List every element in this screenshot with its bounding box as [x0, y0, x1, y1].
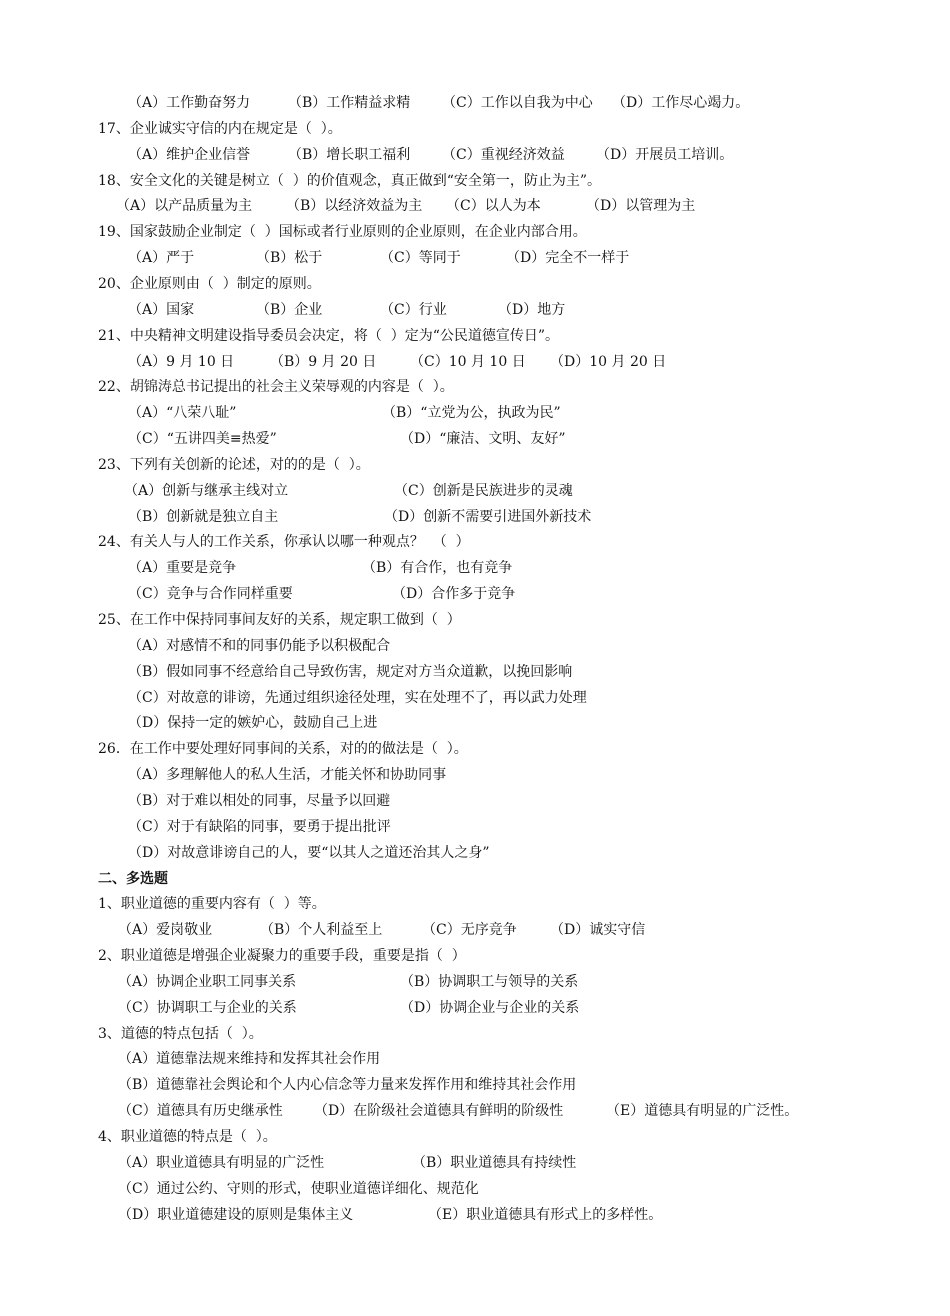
option-text: （D）10 月 20 日 — [550, 353, 667, 370]
option-text: （B）以经济效益为主 — [286, 198, 423, 215]
option-text: （A）严于 — [128, 250, 195, 267]
option-text: （A）道德靠法规来维持和发挥其社会作用 — [118, 1051, 381, 1068]
option-row — [0, 506, 950, 528]
option-text: （A）工作勤奋努力 — [128, 95, 251, 111]
question-text — [0, 118, 950, 140]
option-text: （B）假如同事不经意给自己导致伤害，规定对方当众道歉，以挽回影响 — [128, 663, 573, 680]
option-row — [0, 402, 950, 424]
option-row — [0, 661, 950, 683]
option-text: （C）协调职工与企业的关系 — [118, 999, 297, 1016]
question-label: 20、企业原则由（ ）制定的原则。 — [98, 275, 321, 292]
option-text: （D）“廉洁、文明、友好” — [400, 431, 566, 448]
option-row — [0, 997, 950, 1019]
option-text: （B）个人利益至上 — [260, 922, 383, 939]
option-row — [0, 1152, 950, 1174]
question-text — [0, 531, 950, 553]
option-text: （D）合作多于竞争 — [392, 586, 516, 603]
option-row — [0, 1178, 950, 1200]
option-text: （B）“立党为公，执政为民” — [382, 405, 561, 422]
option-text: （B）企业 — [256, 301, 323, 318]
option-text: （C）重视经济效益 — [442, 146, 565, 163]
option-text: （A）“八荣八耻” — [128, 405, 237, 422]
option-row — [0, 842, 950, 864]
question-text — [0, 1126, 950, 1148]
option-text: （A）对感情不和的同事仍能予以积极配合 — [128, 637, 391, 654]
question-label: 21、中央精神文明建设指导委员会决定，将（ ）定为“公民道德宣传日”。 — [98, 327, 560, 344]
option-text: （B）职业道德具有持续性 — [412, 1154, 577, 1171]
option-text: （A）职业道德具有明显的广泛性 — [118, 1154, 325, 1171]
question-text — [0, 170, 950, 192]
option-text: （B）协调职工与领导的关系 — [400, 973, 579, 990]
option-text: （B）道德靠社会舆论和个人内心信念等力量来发挥作用和维持其社会作用 — [118, 1077, 577, 1094]
option-row — [0, 428, 950, 450]
option-text: （C）对故意的诽谤，先通过组织途径处理，实在处理不了，再以武力处理 — [128, 689, 587, 706]
question-text — [0, 1023, 950, 1045]
option-text: （B）有合作，也有竞争 — [362, 560, 513, 577]
option-text: （C）对于有缺陷的同事，要勇于提出批评 — [128, 818, 391, 835]
question-text — [0, 893, 950, 915]
option-text: （C）创新是民族进步的灵魂 — [394, 482, 573, 499]
option-text: （C）工作以自我为中心 — [442, 95, 593, 111]
question-text — [0, 376, 950, 398]
option-text: （E）道德具有明显的广泛性。 — [606, 1103, 799, 1120]
option-text: （E）职业道德具有形式上的多样性。 — [428, 1206, 663, 1223]
option-text: （C）竞争与合作同样重要 — [128, 586, 293, 603]
option-row — [0, 195, 950, 217]
section-heading — [0, 868, 950, 890]
option-text: （C）无序竞争 — [422, 922, 517, 939]
question-label: 17、企业诚实守信的内在规定是（ ）。 — [98, 120, 342, 137]
option-text: （C）道德具有历史继承性 — [118, 1103, 283, 1120]
option-row — [0, 635, 950, 657]
option-row — [0, 712, 950, 734]
option-row — [0, 764, 950, 786]
option-text: （B）增长职工福利 — [288, 146, 411, 163]
option-text: （B）创新就是独立自主 — [128, 508, 279, 525]
option-text: （B）9 月 20 日 — [270, 353, 377, 370]
option-row — [0, 1048, 950, 1070]
option-text: （D）以管理为主 — [586, 198, 696, 215]
option-text: （B）对于难以相处的同事，尽量予以回避 — [128, 792, 391, 809]
question-label: 1、职业道德的重要内容有（ ）等。 — [98, 896, 326, 913]
option-text: （A）重要是竞争 — [128, 560, 237, 577]
question-text — [0, 454, 950, 476]
question-label: 22、胡锦涛总书记提出的社会主义荣辱观的内容是（ ）。 — [98, 379, 454, 396]
option-text: （D）完全不一样于 — [506, 250, 630, 267]
option-text: （C）行业 — [380, 301, 447, 318]
option-text: （C）10 月 10 日 — [410, 353, 526, 370]
option-row — [0, 480, 950, 502]
option-text: （D）对故意诽谤自己的人，要“以其人之道还治其人之身” — [128, 844, 490, 861]
option-row — [0, 687, 950, 709]
option-row — [0, 1100, 950, 1122]
option-text: （C）以人为本 — [446, 198, 541, 215]
option-text: （A）多理解他人的私人生活，才能关怀和协助同事 — [128, 767, 447, 784]
option-row — [0, 790, 950, 812]
option-text: （C）通过公约、守则的形式，使职业道德详细化、规范化 — [118, 1180, 479, 1197]
option-text: （D）保持一定的嫉妒心，鼓励自己上进 — [128, 715, 378, 732]
question-label: 18、安全文化的关键是树立（ ）的价值观念，真正做到“安全第一，防止为主”。 — [98, 172, 602, 189]
question-text — [0, 945, 950, 967]
question-label: 2、职业道德是增强企业凝聚力的重要手段，重要是指（ ） — [98, 948, 466, 965]
option-text: （D）在阶级社会道德具有鲜明的阶级性 — [314, 1103, 564, 1120]
option-text: （B）松于 — [256, 250, 323, 267]
option-text: （D）工作尽心竭力。 — [612, 95, 750, 111]
option-row — [0, 351, 950, 373]
question-label: 24、有关人与人的工作关系，你承认以哪一种观点？ （ ） — [98, 534, 470, 551]
option-text: （D）开展员工培训。 — [596, 146, 734, 163]
option-text: （A）创新与继承主线对立 — [124, 482, 289, 499]
option-text: （D）地方 — [498, 301, 566, 318]
option-text: （C）“五讲四美≡热爱” — [128, 431, 277, 448]
option-row — [0, 919, 950, 941]
question-label: 4、职业道德的特点是（ ）。 — [98, 1129, 277, 1145]
question-text — [0, 738, 950, 760]
question-text — [0, 609, 950, 631]
option-row — [0, 1074, 950, 1096]
option-row — [0, 816, 950, 838]
option-row — [0, 971, 950, 993]
question-label: 19、国家鼓励企业制定（ ）国标或者行业原则的企业原则，在企业内部合用。 — [98, 224, 587, 241]
option-text: （C）等同于 — [380, 250, 461, 267]
option-row — [0, 247, 950, 269]
option-row — [0, 299, 950, 321]
option-text: （A）以产品质量为主 — [116, 198, 253, 215]
section-heading-label: 二、多选题 — [98, 870, 168, 887]
question-text — [0, 273, 950, 295]
option-text: （B）工作精益求精 — [288, 95, 411, 111]
option-row — [0, 1204, 950, 1226]
option-row — [0, 92, 950, 114]
question-label: 26．在工作中要处理好同事间的关系，对的的做法是（ ）。 — [98, 741, 468, 758]
question-label: 25、在工作中保持同事间友好的关系，规定职工做到（ ） — [98, 612, 461, 628]
option-text: （A）9 月 10 日 — [128, 353, 235, 370]
question-label: 3、道德的特点包括（ ）。 — [98, 1025, 263, 1042]
option-text: （D）职业道德建设的原则是集体主义 — [118, 1206, 354, 1223]
option-text: （D）诚实守信 — [550, 922, 646, 939]
option-row — [0, 583, 950, 605]
option-text: （A）爱岗敬业 — [118, 922, 213, 939]
option-text: （A）国家 — [128, 301, 195, 318]
option-text: （D）创新不需要引进国外新技术 — [384, 508, 592, 525]
option-row — [0, 557, 950, 579]
question-text — [0, 325, 950, 347]
option-text: （A）协调企业职工同事关系 — [118, 973, 297, 990]
option-text: （A）维护企业信誉 — [128, 146, 251, 163]
option-row — [0, 144, 950, 166]
option-text: （D）协调企业与企业的关系 — [400, 999, 580, 1016]
question-text — [0, 221, 950, 243]
question-label: 23、下列有关创新的论述，对的的是（ ）。 — [98, 456, 370, 473]
